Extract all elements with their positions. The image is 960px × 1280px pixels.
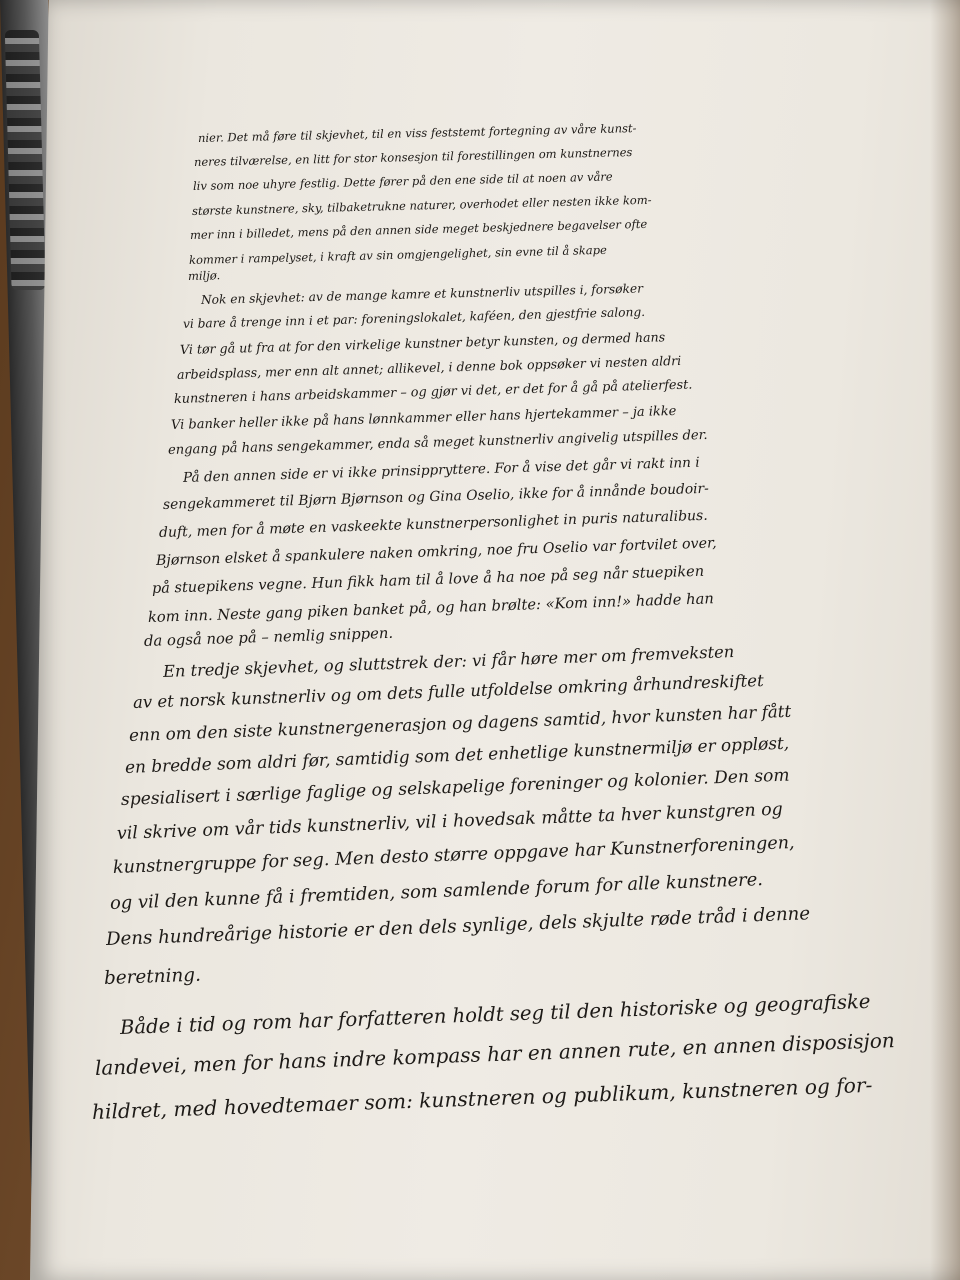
text-line: arbeidsplass, mer enn alt annet; allikevel, i denne bok oppsøker vi nesten aldri bbox=[176, 352, 682, 382]
text-line: På den annen side er vi ikke prinsippryttere. For å vise det går vi rakt inn i bbox=[182, 454, 700, 486]
text-line: kunstneren i hans arbeidskammer – og gjør vi det, er det for å gå på atelierfest. bbox=[173, 377, 693, 407]
text-line: en bredde som aldri før, samtidig som det enhetlige kunstnermiljø er oppløst, bbox=[124, 732, 790, 777]
text-line: vil skrive om vår tids kunstnerliv, vil i hovedsak måtte ta hver kunstgren og bbox=[116, 799, 784, 844]
text-line: beretning. bbox=[103, 964, 202, 989]
text-line: og vil den kunne få i fremtiden, som samlende forum for alle kunstnere. bbox=[109, 869, 764, 914]
text-line: da også noe på – nemlig snippen. bbox=[143, 624, 394, 650]
text-line: sengekammeret til Bjørn Bjørnson og Gina Oselio, ikke for å innånde boudoir- bbox=[162, 480, 710, 513]
text-line: En tredje skjevhet, og sluttstrek der: vi får høre mer om fremveksten bbox=[162, 642, 735, 681]
text-line: engang på hans sengekammer, enda så meget kunstnerliv angivelig utspilles der. bbox=[167, 427, 708, 458]
text-line: Bjørnson elsket å spankulere naken omkring, noe fru Oselio var fortvilet over, bbox=[155, 535, 717, 569]
text-line: kommer i rampelyset, i kraft av sin omgjengelighet, sin evne til å skape bbox=[188, 242, 607, 267]
text-line: av et norsk kunstnerliv og om dets fulle utfoldelse omkring århundreskiftet bbox=[132, 670, 764, 712]
text-line: Vi banker heller ikke på hans lønnkammer eller hans hjertekammer – ja ikke bbox=[170, 403, 677, 433]
text-line: på stuepikens vegne. Hun fikk ham til å love å ha noe på seg når stuepiken bbox=[151, 563, 705, 597]
text-line: spesialisert i særlige faglige og selskapelige foreninger og kolonier. Den som bbox=[120, 765, 790, 810]
text-line: liv som noe uhyre festlig. Dette fører på den ene side til at noen av våre bbox=[192, 169, 613, 193]
text-line: duft, men for å møte en vaskeekte kunstnerpersonlighet in puris naturalibus. bbox=[158, 507, 708, 541]
text-line: enn om den siste kunstnergenerasjon og dagens samtid, hvor kunsten har fått bbox=[128, 700, 792, 745]
text-line: landevei, men for hans indre kompass har en annen rute, en annen disposisjon bbox=[94, 1028, 896, 1080]
text-line: nier. Det må føre til skjevhet, til en viss feststemt fortegning av våre kunst- bbox=[197, 121, 637, 145]
text-line: mer inn i billedet, mens på den annen side meget beskjednere begavelser ofte bbox=[189, 216, 648, 242]
text-line: Dens hundreårige historie er den dels synlige, dels skjulte røde tråd i denne bbox=[105, 903, 811, 950]
text-line: største kunstnere, sky, tilbaketrukne naturer, overhodet eller nesten ikke kom- bbox=[191, 192, 652, 218]
text-line: neres tilværelse, en litt for stor konsesjon til forestillingen om kunstnernes bbox=[193, 145, 633, 169]
text-line: vi bare å trenge inn i et par: foreningslokalet, kaféen, den gjestfrie salong. bbox=[182, 304, 646, 331]
text-line: miljø. bbox=[187, 268, 221, 283]
text-line: Nok en skjevhet: av de mange kamre et kunstnerliv utspilles i, forsøker bbox=[200, 281, 644, 307]
text-line: Vi tør gå ut fra at for den virkelige kunstner betyr kunsten, og dermed hans bbox=[179, 329, 666, 357]
text-line: hildret, med hovedtemaer som: kunstneren og publikum, kunstneren og for- bbox=[91, 1072, 873, 1124]
text-line: kom inn. Neste gang piken banket på, og han brølte: «Kom inn!» hadde han bbox=[147, 590, 715, 626]
text-line: kunstnergruppe for seg. Men desto større oppgave har Kunstnerforeningen, bbox=[112, 833, 795, 878]
text-line: Både i tid og rom har forfatteren holdt seg til den historiske og geografiske bbox=[119, 989, 871, 1039]
